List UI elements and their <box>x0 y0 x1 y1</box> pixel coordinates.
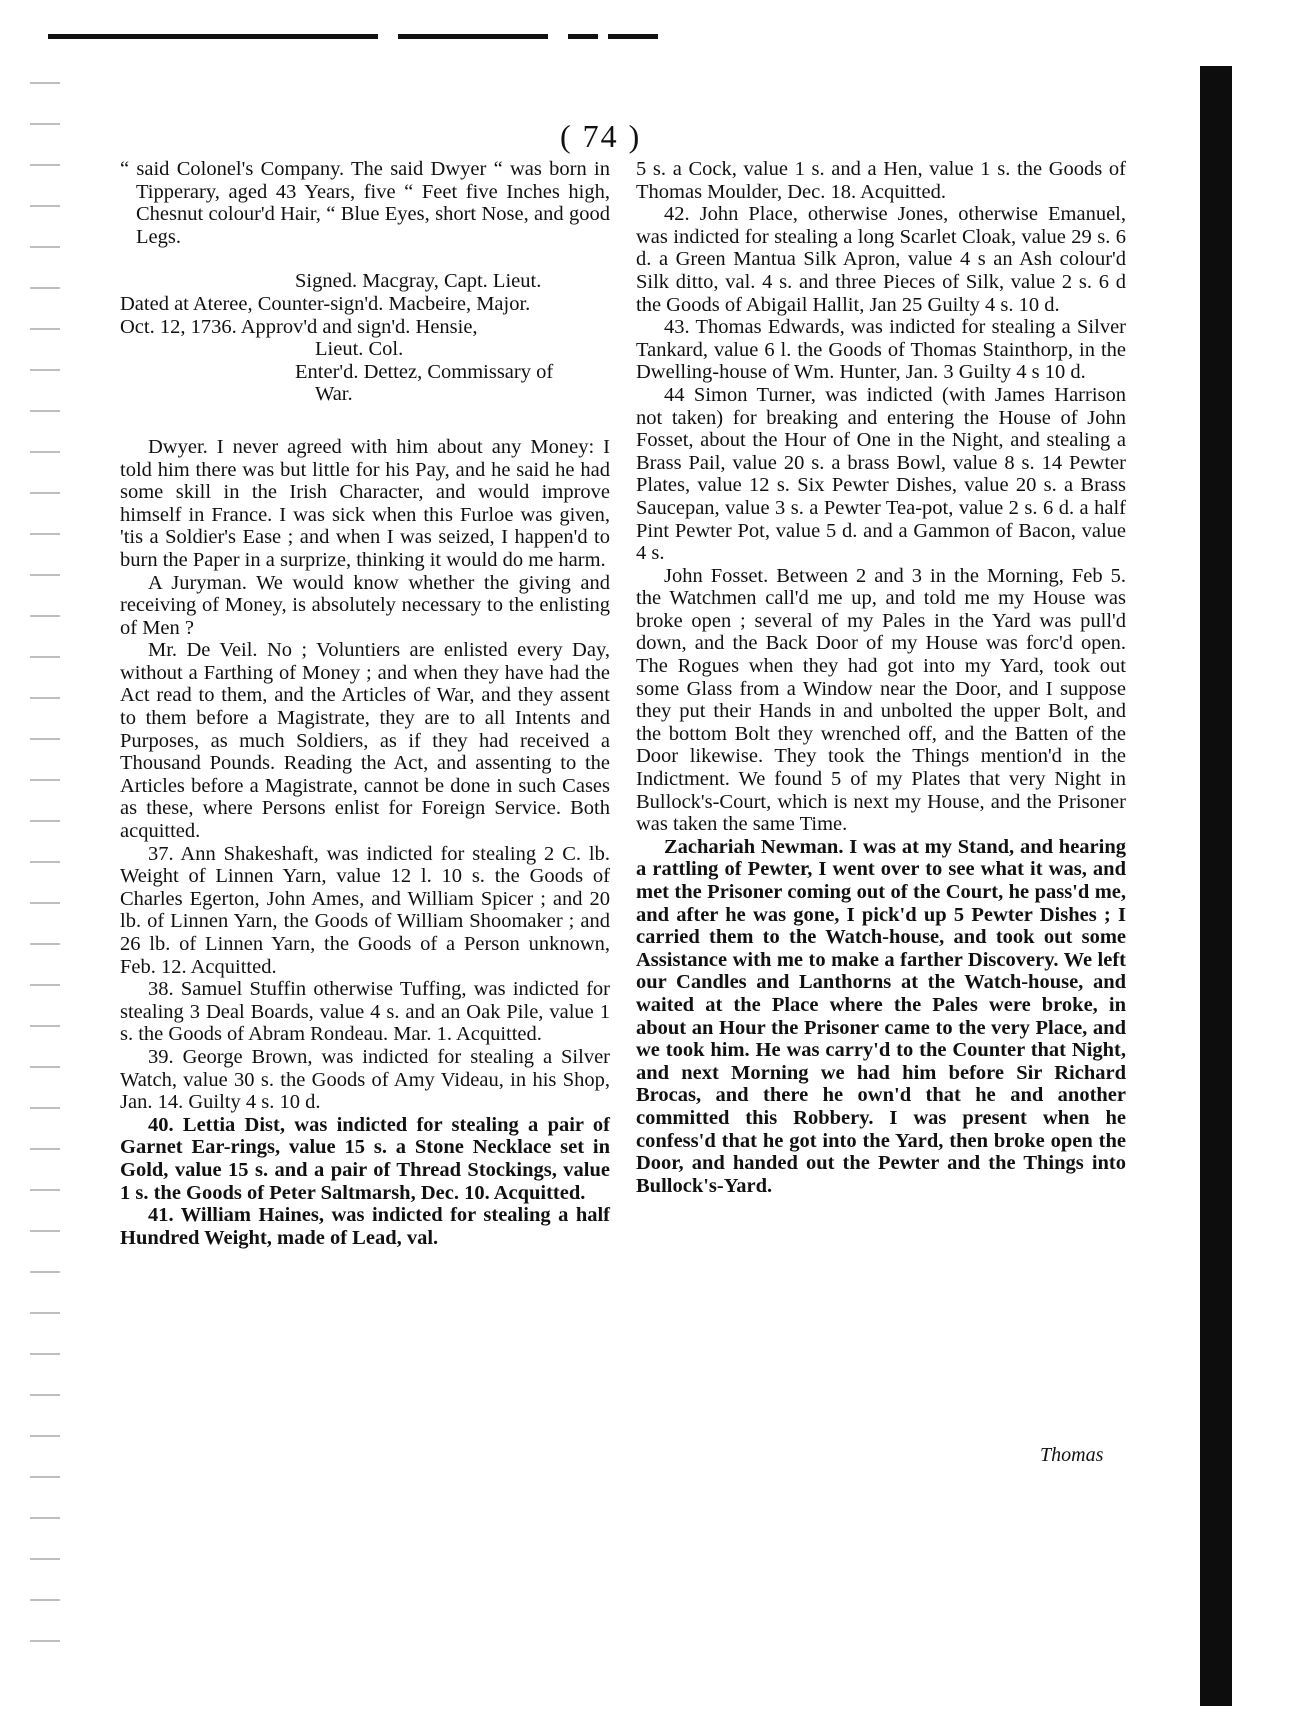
case-41: 41. William Haines, was indicted for stealing a half Hundred Weight, made of Lead, val. <box>120 1204 610 1249</box>
quoted-description: “ said Colonel's Company. The said Dwyer “ was born in Tipperary, aged 43 Years, five “ Feet five Inches high, Chesnut colour'd Hair, “ Blue Eyes, short Nose, and good Legs. <box>120 158 610 248</box>
de-veil-answer: Mr. De Veil. No ; Voluntiers are enlisted every Day, without a Farthing of Money ; and when they have had the Act read to them, and the Articles of War, and they assent to them before a Magistrate, they are to all Intents and Purposes, as much Soldiers, as if they had received a Thousand Pounds. Reading the Act, and assenting to the Articles before a Magistrate, cannot be done in such Cases as these, where Persons enlist for Foreign Service. Both acquitted. <box>120 639 610 843</box>
case-43: 43. Thomas Edwards, was indicted for stealing a Silver Tankard, value 6 l. the Goods of Thomas Stainthorp, in the Dwelling-house of Wm. Hunter, Jan. 3 Guilty 4 s 10 d. <box>636 316 1126 384</box>
entered-line: Enter'd. Dettez, Commissary of <box>295 360 554 383</box>
war-line: War. <box>315 383 353 406</box>
case-41-continued: 5 s. a Cock, value 1 s. and a Hen, value 1 s. the Goods of Thomas Moulder, Dec. 18. Acquitted. <box>636 158 1126 203</box>
margin-specks <box>30 60 60 1660</box>
testimony-newman: Zachariah Newman. I was at my Stand, and hearing a rattling of Pewter, I went over to see what it was, and met the Prisoner coming out of the Court, he pass'd me, and after he was gone, I pick'd up 5 Pewter Dishes ; I carried them to the Watch-house, and took out some Assistance with me to make a farther Discovery. We left our Candles and Lanthorns at the Watch-house, and waited at the Place where the Pales were broke, in about an Hour the Prisoner came to the very Place, and we took him. He was carry'd to the Counter that Night, and next Morning we had him before Sir Richard Brocas, and there he own'd that he and another committed this Robbery. I was present when he confess'd that he got into the Yard, then broke open the Door, and handed out the Pewter and the Things into Bullock's-Yard. <box>636 835 1126 1197</box>
case-42: 42. John Place, otherwise Jones, otherwise Emanuel, was indicted for stealing a long Scarlet Cloak, value 29 s. 6 d. a Green Mantua Silk Apron, value 4 s an Ash colour'd Silk ditto, val. 4 s. and three Pieces of Silk, value 2 s. 6 d the Goods of Abigail Hallit, Jan 25 Guilty 4 s. 10 d. <box>636 203 1126 316</box>
approved-line: Oct. 12, 1736. Approv'd and sign'd. Hensie, <box>120 315 478 338</box>
juryman-question: A Juryman. We would know whether the giving and receiving of Money, is absolutely necessary to the enlisting of Men ? <box>120 571 610 639</box>
case-40: 40. Lettia Dist, was indicted for stealing a pair of Garnet Ear-rings, value 15 s. a Stone Necklace set in Gold, value 15 s. and a pair of Thread Stockings, value 1 s. the Goods of Peter Saltmarsh, Dec. 10. Acquitted. <box>120 1113 610 1204</box>
rank-line: Lieut. Col. <box>315 338 404 361</box>
page-number: ( 74 ) <box>560 118 642 154</box>
signed-line: Signed. Macgray, Capt. Lieut. <box>295 270 542 293</box>
case-44: 44 Simon Turner, was indicted (with James Harrison not taken) for breaking and entering the House of John Fosset, about the Hour of One in the Night, and stealing a Brass Pail, value 20 s. a brass Bowl, value 8 s. 14 Pewter Plates, value 12 s. Six Pewter Dishes, value 20 s. a Brass Saucepan, value 3 s. a Pewter Tea-pot, value 2 s. 6 d. a half Pint Pewter Pot, value 5 d. and a Gammon of Bacon, value 4 s. <box>636 383 1126 565</box>
testimony-dwyer: Dwyer. I never agreed with him about any Money: I told him there was but little for his Pay, and he said he had some skill in the Irish Character, and would improve himself in France. I was sick when this Furloe was given, 'tis a Soldier's Ease ; and when I was seized, I happen'd to burn the Paper in a surprize, thinking it would do me harm. <box>120 435 610 571</box>
binding-edge <box>1200 66 1232 1706</box>
case-39: 39. George Brown, was indicted for stealing a Silver Watch, value 30 s. the Goods of Amy Videau, in his Shop, Jan. 14. Guilty 4 s. 10 d. <box>120 1045 610 1114</box>
left-column <box>120 158 610 1249</box>
signature-block <box>120 270 610 406</box>
top-rule <box>48 34 658 39</box>
right-column <box>636 158 1126 1197</box>
case-37: 37. Ann Shakeshaft, was indicted for stealing 2 C. lb. Weight of Linnen Yarn, value 12 l. 10 s. the Goods of Charles Egerton, John Ames, and William Spicer ; and 20 lb. of Linnen Yarn, the Goods of William Shoomaker ; and 26 lb. of Linnen Yarn, the Goods of a Person unknown, Feb. 12. Acquitted. <box>120 842 610 978</box>
catchword: Thomas <box>1040 1444 1104 1466</box>
case-38: 38. Samuel Stuffin otherwise Tuffing, was indicted for stealing 3 Deal Boards, value 4 s. and an Oak Pile, value 1 s. the Goods of Abram Rondeau. Mar. 1. Acquitted. <box>120 978 610 1046</box>
testimony-fosset: John Fosset. Between 2 and 3 in the Morning, Feb 5. the Watchmen call'd me up, and told me my House was broke open ; several of my Pales in the Yard was pull'd down, and the Back Door of my House was forc'd open. The Rogues when they had got into my Yard, took out some Glass from a Window near the Door, and I suppose they put their Hands in and unbolted the upper Bolt, and the bottom Bolt they wrenched off, and the Batten of the Door likewise. They took the Things mention'd in the Indictment. We found 5 of my Plates that very Night in Bullock's-Court, which is next my House, and the Prisoner was taken the same Time. <box>636 564 1126 836</box>
dated-line: Dated at Ateree, Counter-sign'd. Macbeire, Major. <box>120 292 531 315</box>
